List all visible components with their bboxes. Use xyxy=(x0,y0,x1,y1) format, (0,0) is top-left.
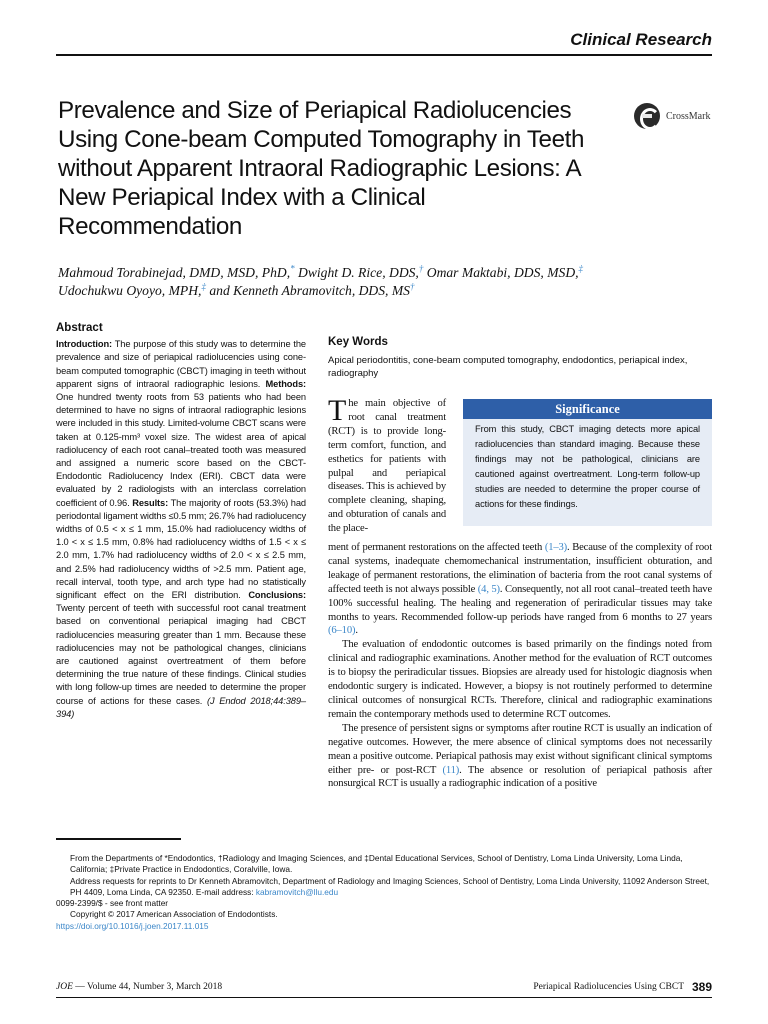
page-footer xyxy=(56,980,712,996)
body-paragraph-1-start: he main objective of root canal treatment (RCT) is to provide long-term comfort, function, and esthetics for patients with pulpal and periapical diseases. This is achieved by complete cleaning, shaping, and obturation of canals and the place- xyxy=(328,398,446,535)
body-text-run: . The absence or resolution of periapical pathosis after nonsurgical RCT is usually a radiographic indication of a positive xyxy=(328,764,712,790)
address-text: Address requests for reprints to Dr Kenneth Abramovitch, Department of Radiology and Imaging Sciences, School of Dentistry, Loma Linda University, 11092 Anderson Street, PH 4409, Loma Linda, CA 92350. E-mail address: xyxy=(70,875,710,897)
body-intro-narrow xyxy=(328,394,446,536)
footer-rule xyxy=(56,997,712,998)
body-text-run: . Because of the complexity of root canal systems, inadequate chemomechanical instrumentation, insufficient obturation, and leakage of permanent restorations, the elimination of bacteria from the root canal systems of affected teeth is not always possible xyxy=(328,542,712,595)
abstract-results-text: The majority of roots (53.3%) had periodontal ligament widths ≤0.5 mm; 26.7% had radiolucency widths of 0.5 < x ≤ 1 mm, 15.0% had radiolucency widths of 1.0 < x ≤ 1.5 mm, 0.8% had radiolucency widths of 1.5 < x ≤ 2.0 mm, 1.7% had radiolucency widths of 2.0 < x ≤ 2.5 mm, and 2.5% had radiolucency widths of >2.5 mm. Patient age, recall interval, tooth type, and arch type had no statistically significant effect on the ERI distribution. xyxy=(56,497,306,601)
author-mark: † xyxy=(418,263,424,274)
journal-volume xyxy=(56,982,222,992)
keywords-text: Apical periodontitis, cone-beam computed tomography, endodontics, periapical index, radiography xyxy=(328,354,688,379)
abstract xyxy=(56,322,306,721)
section-label: Clinical Research xyxy=(570,30,712,49)
body-text-run: . xyxy=(355,625,358,637)
author-list xyxy=(58,264,718,300)
reference-link[interactable]: (1–3) xyxy=(544,542,568,553)
author-name: Dwight D. Rice, DDS, xyxy=(298,265,419,280)
author-mark: ‡ xyxy=(201,281,206,292)
key-words xyxy=(328,336,712,381)
author-mark: * xyxy=(290,263,295,274)
abstract-conclusions-text: Twenty percent of teeth with successful root canal treatment based on conventional periapical imaging had CBCT radiolucencies measuring greater than 1 mm. Because these radiolucencies may not be pathological changes, clinicians are cautioned against overtreatment of them before determining the true nature of these findings. Clinical studies with long follow-up times are needed to determine the proper course of actions for these cases. xyxy=(56,603,306,706)
significance-text: From this study, CBCT imaging detects more apical radiolucencies than standard imaging. Because these findings may not be pathological, clinicians are cautioned against overtreatment. Long-term follow-up studies are needed to determine the proper course of actions for these findings. xyxy=(475,424,700,509)
significance-box xyxy=(463,399,712,526)
abstract-intro-text: The purpose of this study was to determine the prevalence and size of periapical radiolucencies using cone-beam computed tomographic (CBCT) imaging in teeth without apparent signs of intraoral radiographic lesions. xyxy=(56,339,306,389)
article-title: Prevalence and Size of Periapical Radiolucencies Using Cone-beam Computed Tomography in Teeth without Apparent Intraoral Radiographic Lesions: A New Periapical Index with a Clinical Recommendation xyxy=(58,97,585,240)
body-text-run: ment of permanent restorations on the affected teeth xyxy=(328,542,545,553)
significance-heading: Significance xyxy=(463,399,712,419)
drop-cap: T xyxy=(328,394,347,427)
volume-info: — Volume 44, Number 3, March 2018 xyxy=(72,982,223,992)
copyright: Copyright © 2017 American Association of Endodontists. xyxy=(70,909,278,920)
author-mark: † xyxy=(409,281,415,292)
abstract-results-label: Results: xyxy=(132,497,169,508)
running-title: Periapical Radiolucencies Using CBCT xyxy=(533,982,684,992)
body-text-run: The presence of persistent signs or symptoms after routine RCT is usually an indication of negative outcomes. However, the mere absence of clinical symptoms does not necessarily mean a positive outcome. Periapical pathosis may exist without significant clinical symptoms either pre- or post-RCT xyxy=(328,722,712,776)
body-text xyxy=(328,541,712,791)
reprint-address xyxy=(56,876,713,899)
keywords-heading: Key Words xyxy=(328,336,388,348)
abstract-methods-label: Methods: xyxy=(265,378,307,389)
reference-link[interactable]: (6–10) xyxy=(328,625,356,637)
crossmark-icon xyxy=(634,103,660,129)
abstract-conclusions-label: Conclusions: xyxy=(248,590,306,601)
reference-link[interactable]: (4, 5) xyxy=(477,583,500,595)
doi-link[interactable]: https://doi.org/10.1016/j.joen.2017.11.015 xyxy=(56,920,209,931)
body-paragraph-3 xyxy=(328,722,712,792)
author-name: and Kenneth Abramovitch, DDS, MS xyxy=(209,283,410,298)
abstract-methods-text: One hundred twenty roots from 53 patients who had been determined to have no signs of intraoral radiographic lesions were included in this study. Limited-volume CBCT scans were taken at 0.125-mm³ voxel size. The widest area of apical radiolucency of each root canal–treated tooth was measured and assigned a numeric score based on the CBCT-Endodontic Radiolucency Index (ERI). CBCT data were evaluated by 2 radiologists with an interclass correlation coefficient of 0.96. xyxy=(56,392,306,508)
crossmark-label: CrossMark xyxy=(666,110,711,122)
author-name: Udochukwu Oyoyo, MPH, xyxy=(58,283,202,298)
footnotes xyxy=(56,853,713,932)
crossmark-button[interactable] xyxy=(634,103,710,129)
footnote-rule xyxy=(56,838,181,840)
page-number: 389 xyxy=(691,980,712,994)
affiliations: From the Departments of *Endodontics, †Radiology and Imaging Sciences, and ‡Dental Educational Services, School of Dentistry, Loma Linda University, Loma Linda, California; ‡Private Practice in Endodontics, Coralville, Iowa. xyxy=(70,853,683,875)
journal-name: JOE xyxy=(56,982,73,992)
abstract-citation: (J Endod 2018;44:389–394) xyxy=(56,695,306,719)
body-paragraph-2: The evaluation of endodontic outcomes is based primarily on the findings noted from clinical and radiographic examinations. Another method for the evaluation of RCT outcomes is to biopsy the periradicular tissues. Biopsies are already used for histologic diagnosis when endodontic surgery is indicated. However, a biopsy is not routinely performed to determine clinical outcomes of nonsurgical RCTs. Therefore, clinical and radiographic examinations remain the contemporary methods used to determine RCT outcomes. xyxy=(328,639,712,720)
issn: 0099-2399/$ - see front matter xyxy=(56,898,169,909)
body-text-run: . Consequently, not all root canal–treated teeth have 100% successful healing. The healing and regeneration of periradicular tissues may take months to years. Recommended follow-up periods have ranged from 6 months to 27 years xyxy=(328,583,713,623)
author-name: Mahmoud Torabinejad, DMD, MSD, PhD, xyxy=(58,265,291,280)
abstract-heading: Abstract xyxy=(56,322,103,334)
author-mark: ‡ xyxy=(578,263,584,274)
body-paragraph-1 xyxy=(328,541,712,638)
email-link[interactable]: kabramovitch@llu.edu xyxy=(255,886,339,897)
author-name: Omar Maktabi, DDS, MSD, xyxy=(426,265,579,280)
header-rule xyxy=(56,54,712,56)
reference-link[interactable]: (11) xyxy=(442,764,460,776)
abstract-intro-label: Introduction: xyxy=(56,339,113,350)
